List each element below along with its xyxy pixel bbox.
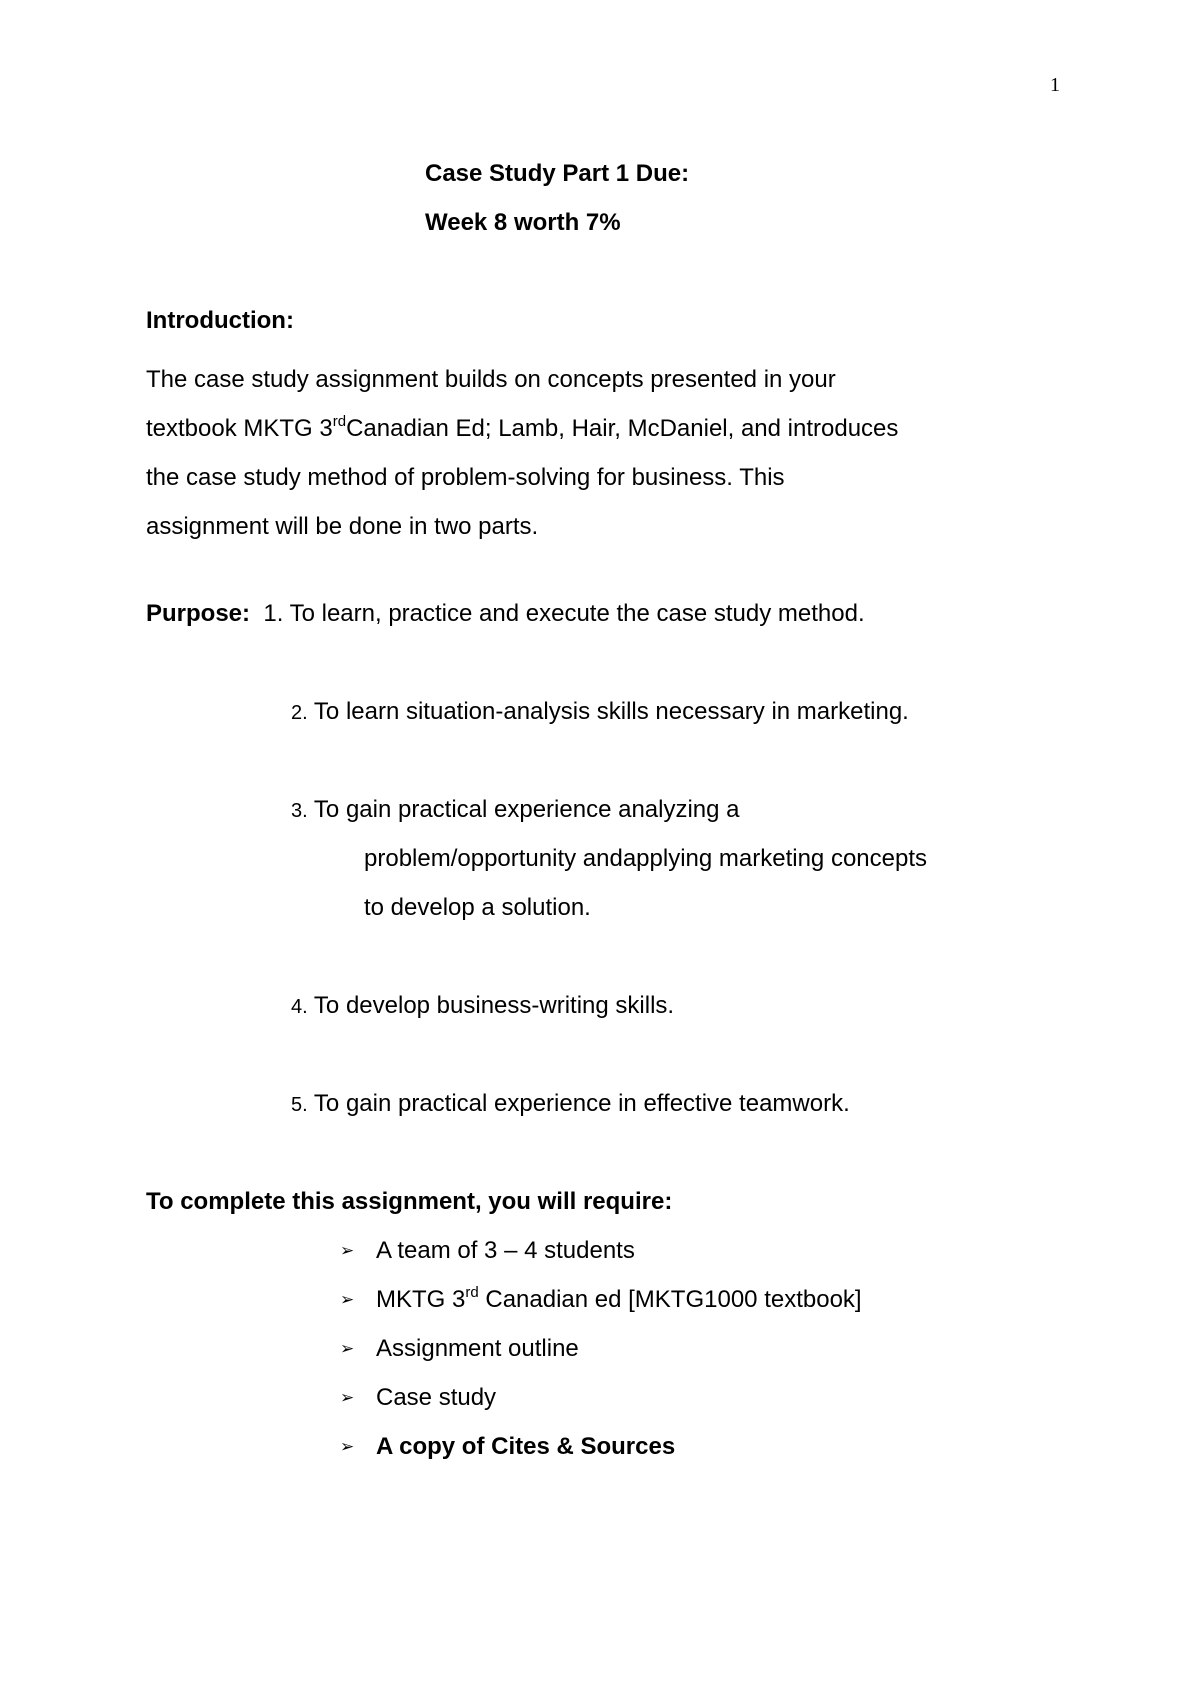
requirement-text-3: Assignment outline [376,1335,579,1362]
purpose-item-5 [291,1090,850,1118]
purpose-text-3-continuation-2: to develop a solution. [364,894,591,921]
purpose-item-2 [291,698,909,726]
ordinal-superscript: rd [465,1284,479,1301]
purpose-text-5: To gain practical experience in effective teamwork. [313,1090,850,1117]
introduction-heading: Introduction: [146,307,294,334]
purpose-text-4: To develop business-writing skills. [313,992,675,1019]
purpose-number-2: 2. [291,702,308,724]
purpose-number-4: 4. [291,996,308,1018]
requirement-text-4: Case study [376,1384,497,1411]
requirement-item-5 [340,1433,675,1461]
title-line-2: Week 8 worth 7% [425,209,621,236]
purpose-number-3: 3. [291,800,308,822]
requirement-item-2 [340,1286,862,1314]
requirement-text-2-start: MKTG 3 [376,1286,466,1313]
title-line-1: Case Study Part 1 Due: [425,160,690,187]
introduction-line-3: the case study method of problem-solving for business. This [146,464,785,491]
arrow-bullet-icon: ➢ [340,1437,355,1457]
purpose-text-2: To learn situation-analysis skills necessary in marketing. [313,698,909,725]
requirement-text-2-end: Canadian ed [MKTG1000 textbook] [478,1286,862,1313]
purpose-number-5: 5. [291,1094,308,1116]
introduction-line-4: assignment will be done in two parts. [146,513,539,540]
introduction-line-2-start: textbook MKTG 3 [146,415,333,442]
requirement-item-3 [340,1335,579,1363]
requirement-text-1: A team of 3 – 4 students [376,1237,635,1264]
requirement-text-5: A copy of Cites & Sources [376,1433,676,1460]
purpose-item-1 [146,600,865,628]
requirement-item-1 [340,1237,635,1265]
introduction-line-2 [146,404,1066,453]
ordinal-superscript: rd [332,413,347,430]
arrow-bullet-icon: ➢ [340,1290,355,1310]
arrow-bullet-icon: ➢ [340,1241,355,1261]
purpose-item-4 [291,992,674,1020]
purpose-label: Purpose: [146,600,251,627]
requirement-item-4 [340,1384,496,1412]
introduction-paragraph [146,355,1066,551]
arrow-bullet-icon: ➢ [340,1388,355,1408]
purpose-item-3 [291,796,740,824]
purpose-number-1: 1. [263,600,284,627]
introduction-line-1: The case study assignment builds on concepts presented in your [146,366,836,393]
page-number: 1 [1050,74,1060,96]
purpose-text-3: To gain practical experience analyzing a [313,796,740,823]
introduction-line-2-end: Canadian Ed; Lamb, Hair, McDaniel, and introduces [346,415,899,442]
purpose-text-3-continuation-1: problem/opportunity andapplying marketing concepts [364,845,928,872]
arrow-bullet-icon: ➢ [340,1339,355,1359]
purpose-text-1: To learn, practice and execute the case study method. [289,600,865,627]
requirements-heading: To complete this assignment, you will require: [146,1188,673,1215]
